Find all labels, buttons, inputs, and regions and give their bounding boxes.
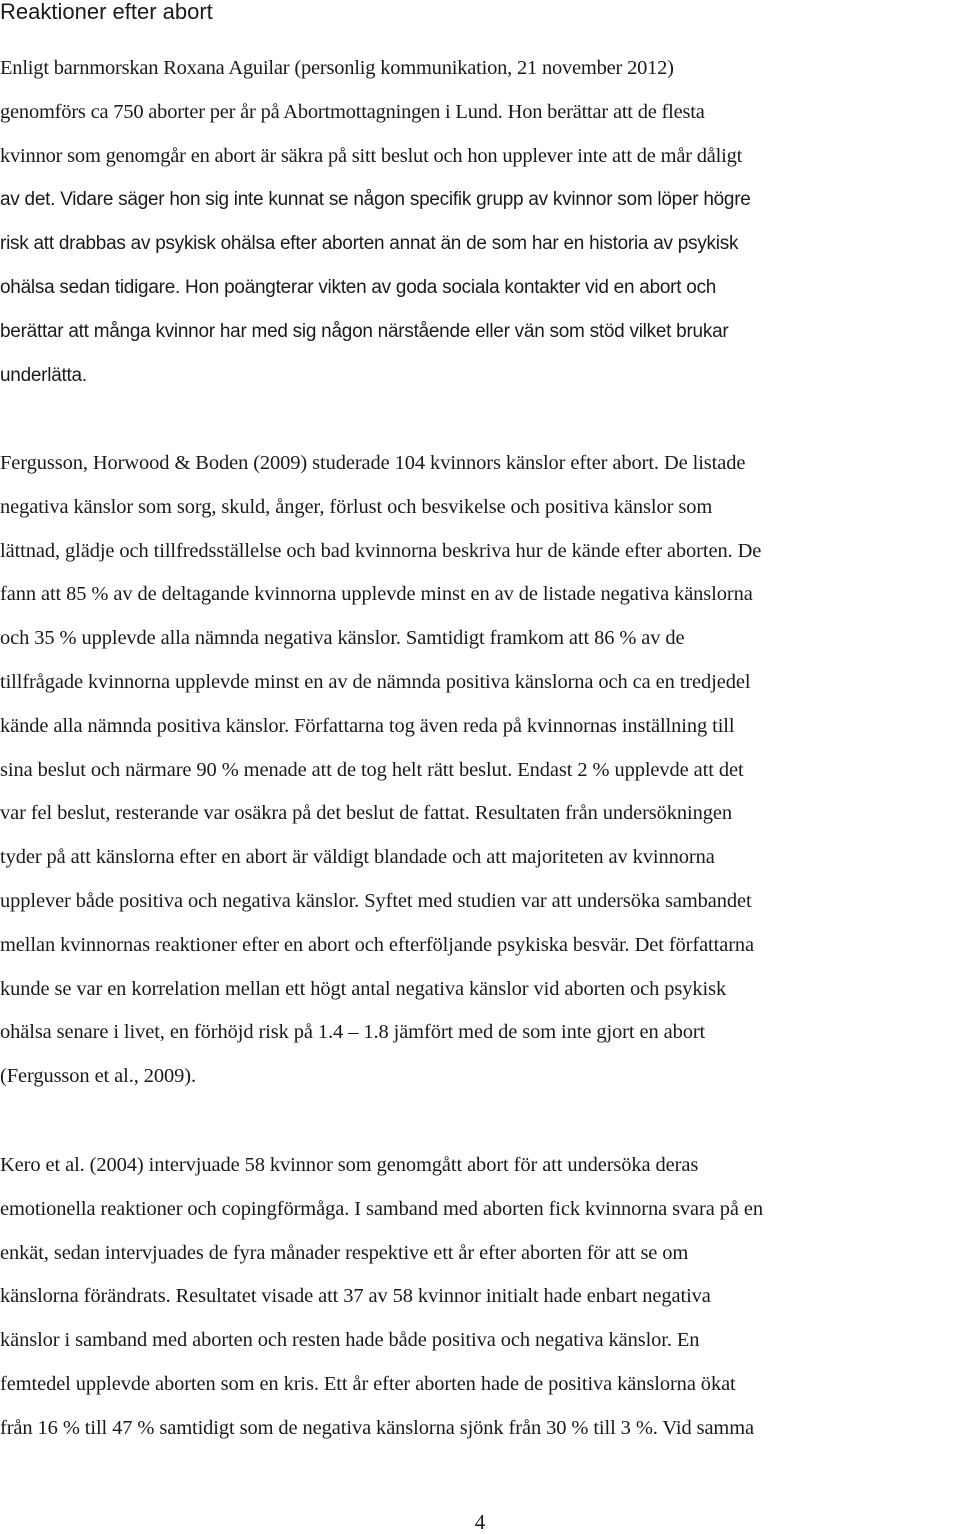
text-line: enkät, sedan intervjuades de fyra månader respektive ett år efter aborten för att se om [0, 1241, 689, 1264]
text-line: och 35 % upplevde alla nämnda negativa känslor. Samtidigt framkom att 86 % av de [0, 627, 685, 650]
paragraph-fergusson [0, 442, 960, 1099]
text-line: Kero et al. (2004) intervjuade 58 kvinnor som genomgått abort för att undersöka deras [0, 1154, 699, 1176]
text-line: risk att drabbas av psykisk ohälsa efter aborten annat än de som har en historia av psykisk [0, 233, 739, 255]
text-line: negativa känslor som sorg, skuld, ånger, förlust och besvikelse och positiva känslor som [0, 495, 713, 518]
text-line: berättar att många kvinnor har med sig någon närstående eller vän som stöd vilket brukar [0, 320, 729, 342]
text-line: kände alla nämnda positiva känslor. Författarna tog även reda på kvinnornas inställning till [0, 714, 735, 737]
text-line: var fel beslut, resterande var osäkra på det beslut de fattat. Resultaten från undersökningen [0, 802, 733, 825]
paragraph-kero [0, 1144, 960, 1451]
text-line: Enligt barnmorskan Roxana Aguilar (personlig kommunikation, 21 november 2012) [0, 57, 674, 79]
text-line: lättnad, glädje och tillfredsställelse och bad kvinnorna beskriva hur de kände efter aborten. De [0, 539, 762, 562]
paragraph-aguilar [0, 47, 960, 397]
text-line: kvinnor som genomgår en abort är säkra på sitt beslut och hon upplever inte att de mår dåligt [0, 144, 743, 167]
text-line: ohälsa senare i livet, en förhöjd risk på 1.4 – 1.8 jämfört med de som inte gjort en abort [0, 1021, 706, 1044]
text-line: underlätta. [0, 364, 87, 386]
text-line: kunde se var en korrelation mellan ett högt antal negativa känslor vid aborten och psykisk [0, 977, 727, 1000]
page-number: 4 [474, 1510, 486, 1534]
text-line: fann att 85 % av de deltagande kvinnorna upplevde minst en av de listade negativa känslorna [0, 583, 753, 606]
text-line: upplever både positiva och negativa känslor. Syftet med studien var att undersöka sambandet [0, 889, 752, 912]
text-line: (Fergusson et al., 2009). [0, 1065, 196, 1088]
text-line: genomförs ca 750 aborter per år på Abortmottagningen i Lund. Hon berättar att de flesta [0, 100, 705, 123]
text-line: tillfrågade kvinnorna upplevde minst en av de nämnda positiva känslorna och ca en tredjedel [0, 670, 751, 693]
text-line: känslorna förändrats. Resultatet visade att 37 av 58 kvinnor initialt hade enbart negativa [0, 1285, 711, 1308]
text-line: Fergusson, Horwood & Boden (2009) studerade 104 kvinnors känslor efter abort. De listade [0, 452, 746, 474]
text-line: av det. Vidare säger hon sig inte kunnat se någon specifik grupp av kvinnor som löper högre [0, 189, 751, 211]
text-line: mellan kvinnornas reaktioner efter en abort och efterföljande psykiska besvär. Det författarna [0, 933, 755, 956]
text-line: känslor i samband med aborten och resten hade både positiva och negativa känslor. En [0, 1329, 700, 1352]
text-line: sina beslut och närmare 90 % menade att de tog helt rätt beslut. Endast 2 % upplevde att det [0, 758, 744, 781]
section-heading: Reaktioner efter abort [0, 0, 213, 24]
text-line: tyder på att känslorna efter en abort är väldigt blandade och att majoriteten av kvinnorna [0, 846, 715, 869]
text-line: femtedel upplevde aborten som en kris. Ett år efter aborten hade de positiva känslorna ökat [0, 1372, 736, 1395]
text-line: emotionella reaktioner och copingförmåga. I samband med aborten fick kvinnorna svara på en [0, 1197, 763, 1220]
text-line: från 16 % till 47 % samtidigt som de negativa känslorna sjönk från 30 % till 3 %. Vid samma [0, 1416, 755, 1439]
text-line: ohälsa sedan tidigare. Hon poängterar vikten av goda sociala kontakter vid en abort och [0, 276, 717, 298]
